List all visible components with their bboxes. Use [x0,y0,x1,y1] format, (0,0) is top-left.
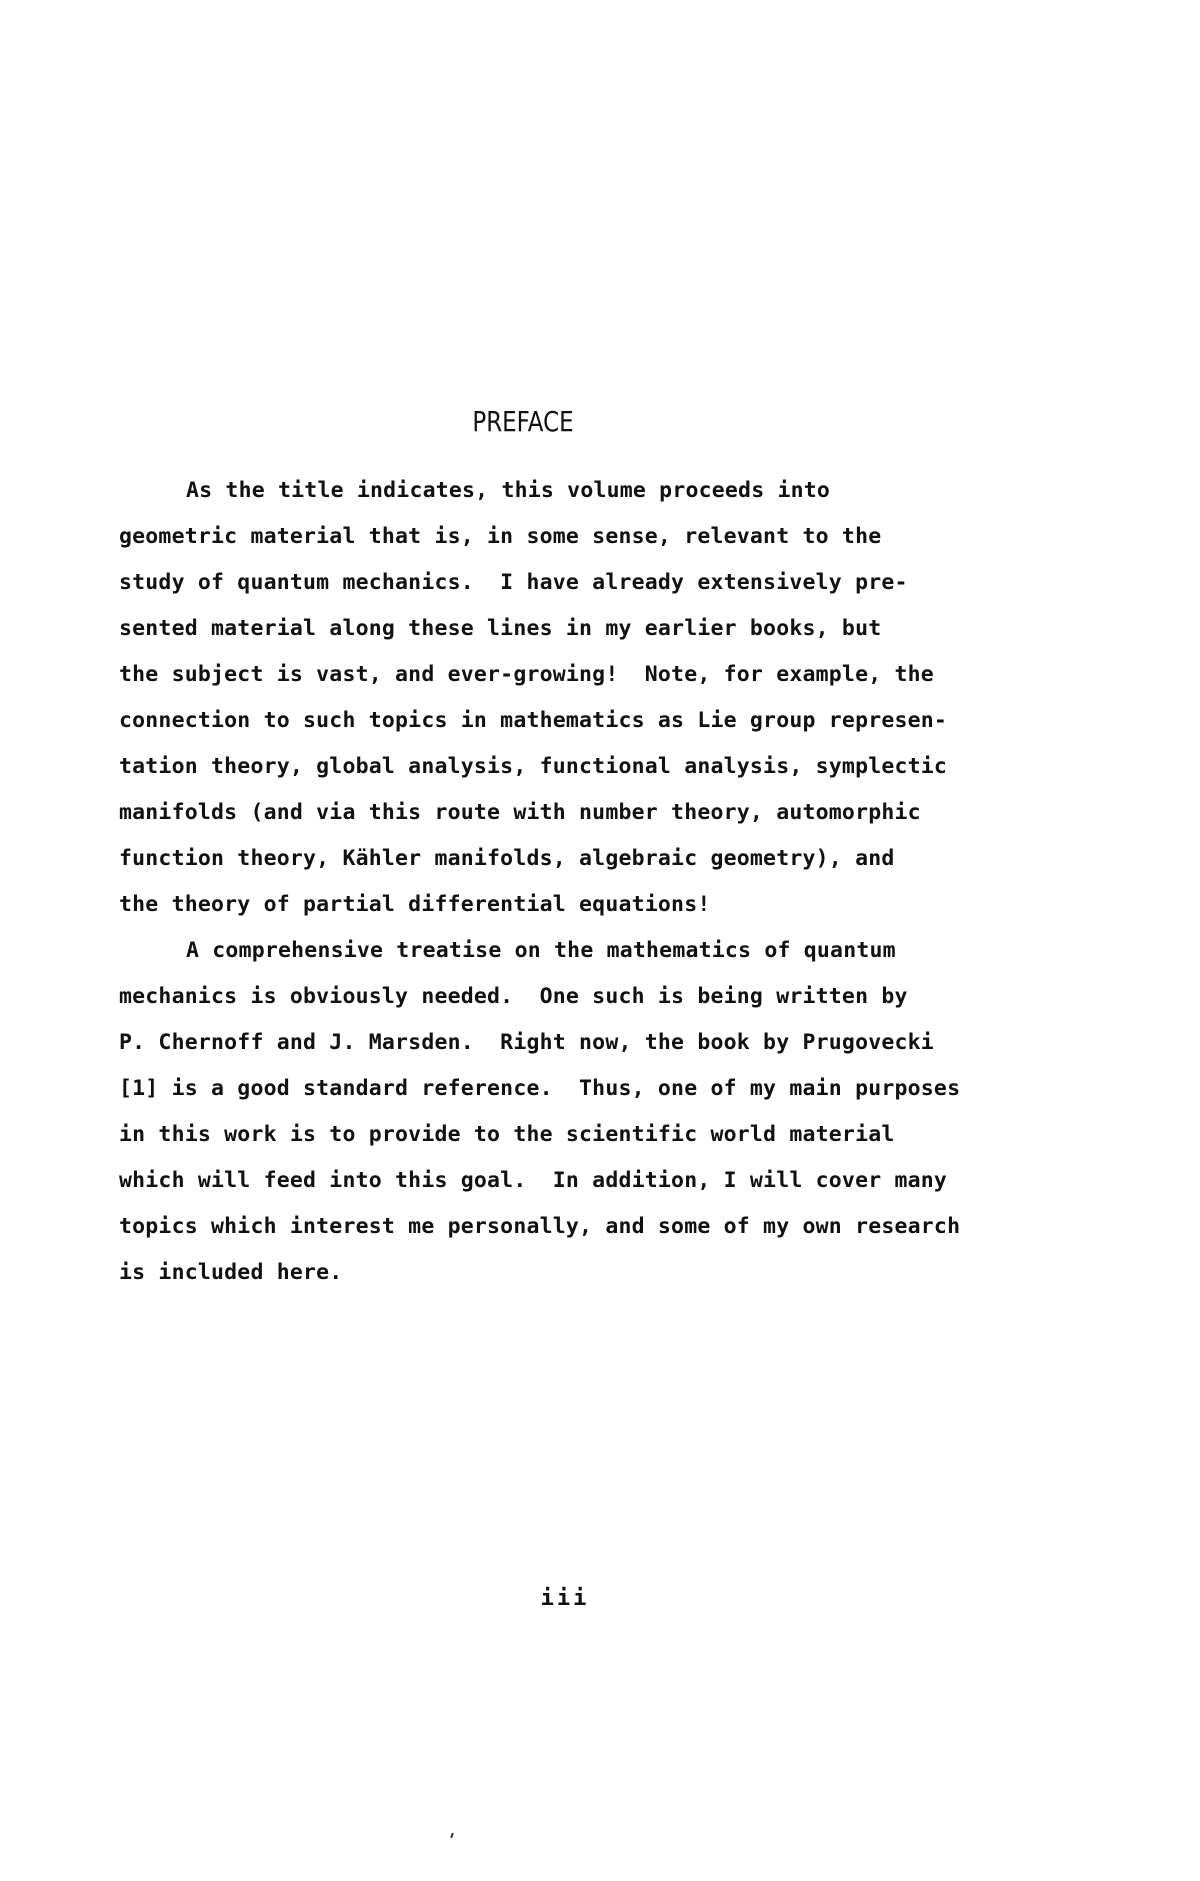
text-line: the theory of partial differential equations! [119,892,711,917]
text-line: sented material along these lines in my earlier books, but [119,616,882,641]
text-line: geometric material that is, in some sense, relevant to the [119,524,882,549]
text-line: As the title indicates, this volume proceeds into [186,478,831,503]
text-line: manifolds (and via this route with number theory, automorphic [119,800,921,825]
text-line: [1] is a good standard reference. Thus, one of my main purposes [119,1076,961,1101]
paragraph-1 [119,468,1119,928]
text-line: mechanics is obviously needed. One such is being written by [119,984,908,1009]
text-line: in this work is to provide to the scientific world material [119,1122,895,1147]
page-title: PREFACE [472,405,574,438]
text-line: which will feed into this goal. In addition, I will cover many [119,1168,948,1193]
text-line: function theory, Kähler manifolds, algebraic geometry), and [119,846,895,871]
text-line: is included here. [119,1260,343,1285]
page-number: iii [540,1586,590,1611]
text-line: tation theory, global analysis, functional analysis, symplectic [119,754,948,779]
text-line: study of quantum mechanics. I have already extensively pre- [119,570,908,595]
text-line: P. Chernoff and J. Marsden. Right now, the book by Prugovecki [119,1030,934,1055]
preface-body [119,468,1119,1296]
scan-speck [450,1833,454,1838]
text-line: connection to such topics in mathematics as Lie group represen- [119,708,948,733]
paragraph-2 [119,928,1119,1296]
text-line: the subject is vast, and ever-growing! Note, for example, the [119,662,934,687]
text-line: topics which interest me personally, and some of my own research [119,1214,961,1239]
text-line: A comprehensive treatise on the mathematics of quantum [186,938,896,963]
